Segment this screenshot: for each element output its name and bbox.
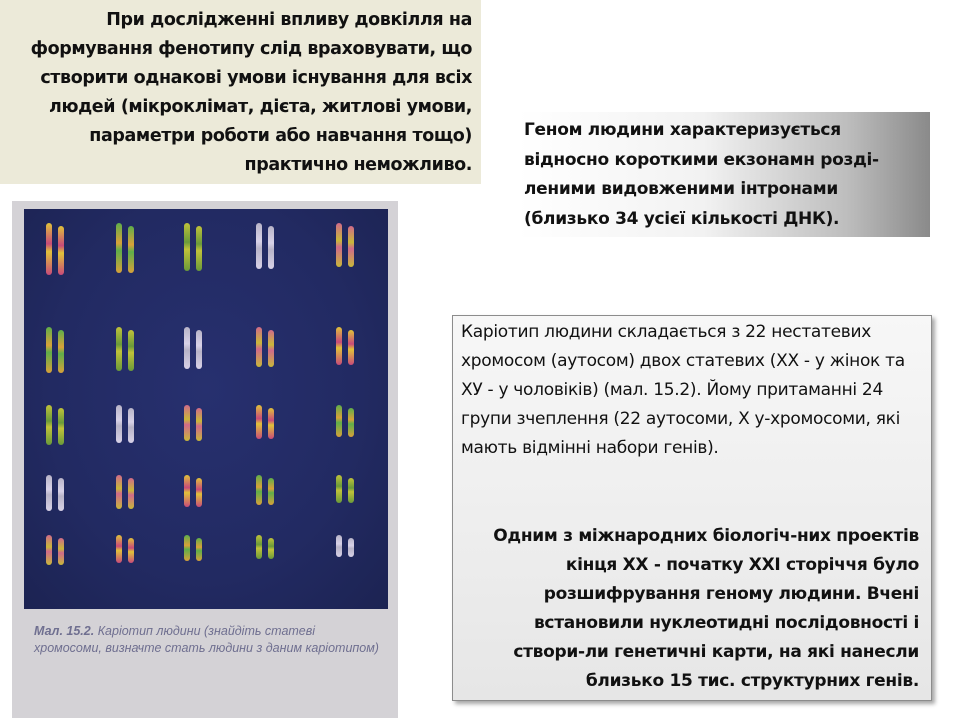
- karyotype-image: [24, 209, 388, 609]
- chromosome: [196, 478, 202, 507]
- chromosome: [256, 223, 262, 269]
- chromosome: [268, 478, 274, 505]
- karyotype-photo: [12, 201, 398, 718]
- chromosome: [128, 330, 134, 371]
- figure-caption: [34, 623, 384, 657]
- top-note-text: При дослідженні впливу довкілля на формування фенотипу слід враховувати, що створити однакові умови існування для всіх людей (мікроклімат, дієта, житлові умови, параметри роботи або навчання тощо) практично неможливо.: [30, 10, 472, 175]
- chromosome: [116, 223, 122, 273]
- chromosome: [268, 538, 274, 559]
- chromosome: [128, 478, 134, 509]
- karyotype-paragraph-1: Каріотип людини складається з 22 нестатевих хромосом (аутосом) двох статевих (XX - у жінок та ХУ - у чоловіків) (мал. 15.2). Йому притаманні 24 групи зчеплення (22 аутосоми, X у-хромосоми, які мають відмінні набори генів).: [461, 322, 905, 458]
- chromosome: [128, 226, 134, 273]
- chromosome: [184, 327, 190, 369]
- chromosome: [116, 535, 122, 563]
- chromosome: [348, 330, 354, 365]
- chromosome: [348, 408, 354, 437]
- chromosome: [46, 327, 52, 373]
- karyotype-note-box: [452, 315, 932, 701]
- chromosome: [128, 538, 134, 563]
- chromosome: [268, 408, 274, 439]
- chromosome: [184, 535, 190, 561]
- chromosome: [348, 538, 354, 557]
- chromosome: [256, 405, 262, 439]
- chromosome: [116, 405, 122, 443]
- chromosome: [268, 226, 274, 269]
- chromosome: [46, 475, 52, 511]
- chromosome: [336, 535, 342, 557]
- chromosome: [196, 538, 202, 561]
- chromosome: [196, 408, 202, 441]
- chromosome: [116, 475, 122, 509]
- chromosome: [268, 330, 274, 367]
- figure-caption-text: Каріотип людини (знайдіть статеві хромосоми, визначте стать людини з даним каріотипом): [34, 624, 379, 655]
- karyotype-paragraph-2: Одним з міжнародних біологіч-них проектів кінця XX - початку XXI сторіччя було розшифрування геному людини. Вчені встановили нуклеотидні послідовності і створи-ли генетичні карти, на які нанесли близько 15 тис. структурних генів.: [493, 526, 919, 691]
- chromosome: [336, 327, 342, 365]
- chromosome: [58, 330, 64, 373]
- figure-caption-title: Мал. 15.2.: [34, 624, 95, 638]
- chromosome: [256, 535, 262, 559]
- chromosome: [348, 478, 354, 503]
- chromosome: [348, 226, 354, 267]
- chromosome: [184, 475, 190, 507]
- chromosome: [128, 408, 134, 443]
- chromosome: [46, 535, 52, 565]
- genome-note-text: Геном людини характеризується відносно короткими екзонамн розді-леними видовженими інтронами (близько 34 усієї кількості ДНК).: [524, 120, 879, 229]
- chromosome: [196, 226, 202, 271]
- chromosome: [58, 478, 64, 511]
- chromosome: [58, 408, 64, 445]
- chromosome: [336, 223, 342, 267]
- top-note-box: [0, 0, 481, 184]
- chromosome: [116, 327, 122, 371]
- chromosome: [58, 538, 64, 565]
- chromosome: [256, 475, 262, 505]
- chromosome: [184, 405, 190, 441]
- chromosome: [256, 327, 262, 367]
- chromosome: [196, 330, 202, 369]
- chromosome: [336, 475, 342, 503]
- chromosome: [46, 223, 52, 275]
- chromosome: [58, 226, 64, 275]
- chromosome: [336, 405, 342, 437]
- chromosome: [46, 405, 52, 445]
- chromosome: [184, 223, 190, 271]
